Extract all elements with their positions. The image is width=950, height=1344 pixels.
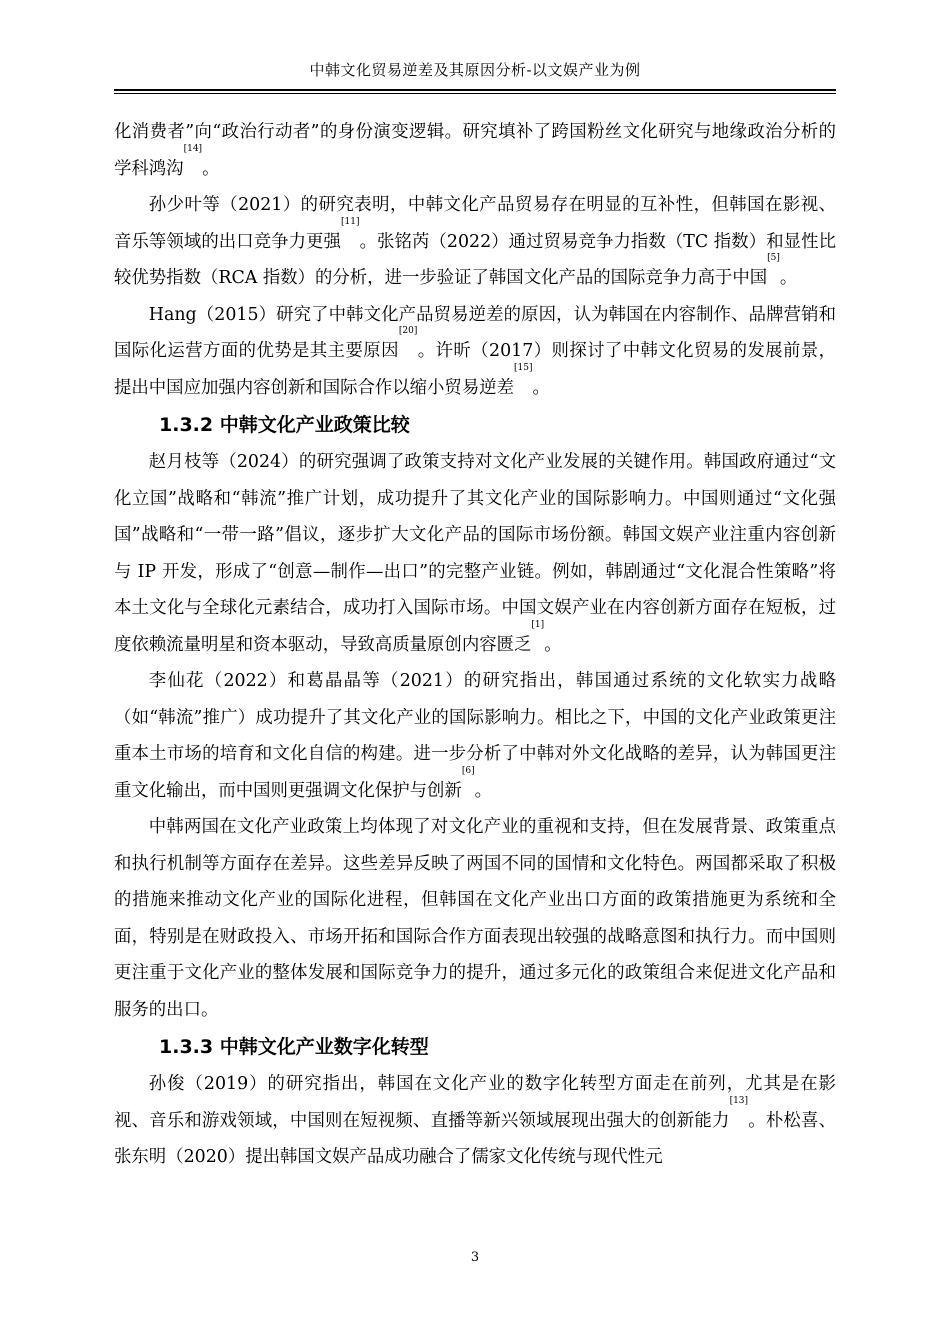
paragraph-6: 中韩两国在文化产业政策上均体现了对文化产业的重视和支持，但在发展背景、政策重点和执行机制等方面存在差异。这些差异反映了两国不同的国情和文化特色。两国都采取了积极的措施来推动文化产业的国际化进程，但韩国在文化产业出口方面的政策措施更为系统和全面，特别是在财政投入、市场开拓和国际合作方面表现出较强的战略意图和执行力。而中国则更注重于文化产业的整体发展和国际竞争力的提升，通过多元化的政策组合来促进文化产品和服务的出口。 xyxy=(114,817,836,1020)
header-rule-thin xyxy=(114,93,836,94)
citation: [20] xyxy=(398,326,418,336)
paragraph-5: 李仙花（2022）和葛晶晶等（2021）的研究指出，韩国通过系统的文化软实力战略（如“韩流”推广）成功提升了其文化产业的国际影响力。相比之下，中国的文化产业政策更注重本土市场的培育和文化自信的构建。进一步分析了中韩对外文化战略的差异，认为韩国更注重文化输出，而中国则更强调文化保护与创新[6]。 xyxy=(114,671,836,801)
section-heading-1-3-3: 1.3.3 中韩文化产业数字化转型 xyxy=(159,1036,429,1058)
citation: [1] xyxy=(531,619,545,630)
paragraph-1: 化消费者”向“政治行动者”的身份演变逻辑。研究填补了跨国粉丝文化研究与地缘政治分析的学科鸿沟[14]。 xyxy=(114,122,836,179)
citation: [11] xyxy=(341,216,360,227)
citation: [14] xyxy=(183,143,203,154)
section-heading-1-3-2: 1.3.2 中韩文化产业政策比较 xyxy=(159,414,410,436)
paragraph-7: 孙俊（2019）的研究指出，韩国在文化产业的数字化转型方面走在前列，尤其是在影视、音乐和游戏领域，中国则在短视频、直播等新兴领域展现出强大的创新能力[13]。朴松喜、张东明（2020）提出韩国文娱产品成功融合了儒家文化传统与现代性元 xyxy=(114,1074,836,1167)
citation: [15] xyxy=(514,362,533,373)
paragraph-2: 孙少叶等（2021）的研究表明，中韩文化产品贸易存在明显的互补性，但韩国在影视、音乐等领域的出口竞争力更强[11]。张铭芮（2022）通过贸易竞争力指数（TC 指数）和显性比较优势指数（RCA 指数）的分析，进一步验证了韩国文化产品的国际竞争力高于中国[5]。 xyxy=(114,195,836,288)
citation: [5] xyxy=(767,253,780,263)
citation: [13] xyxy=(729,1095,749,1106)
running-header: 中韩文化贸易逆差及其原因分析-以文娱产业为例 xyxy=(309,61,641,79)
page-number: 3 xyxy=(470,1250,480,1265)
body-text xyxy=(114,114,836,1176)
paragraph-3: Hang（2015）研究了中韩文化产品贸易逆差的原因，认为韩国在内容制作、品牌营销和国际化运营方面的优势是其主要原因[20]。许昕（2017）则探讨了中韩文化贸易的发展前景，提出中国应加强内容创新和国际合作以缩小贸易逆差[15]。 xyxy=(114,304,836,398)
paragraph-4: 赵月枝等（2024）的研究强调了政策支持对文化产业发展的关键作用。韩国政府通过“文化立国”战略和“韩流”推广计划，成功提升了其文化产业的国际影响力。中国则通过“文化强国”战略和“一带一路”倡议，逐步扩大文化产品的国际市场份额。韩国文娱产业注重内容创新与 IP 开发，形成了“创意—制作—出口”的完整产业链。例如，韩剧通过“文化混合性策略”将本土文化与全球化元素结合，成功打入国际市场。中国文娱产业在内容创新方面存在短板，过度依赖流量明星和资本驱动，导致高质量原创内容匮乏[1]。 xyxy=(114,452,836,655)
citation: [6] xyxy=(461,765,475,776)
header-rule-thick xyxy=(114,89,836,91)
